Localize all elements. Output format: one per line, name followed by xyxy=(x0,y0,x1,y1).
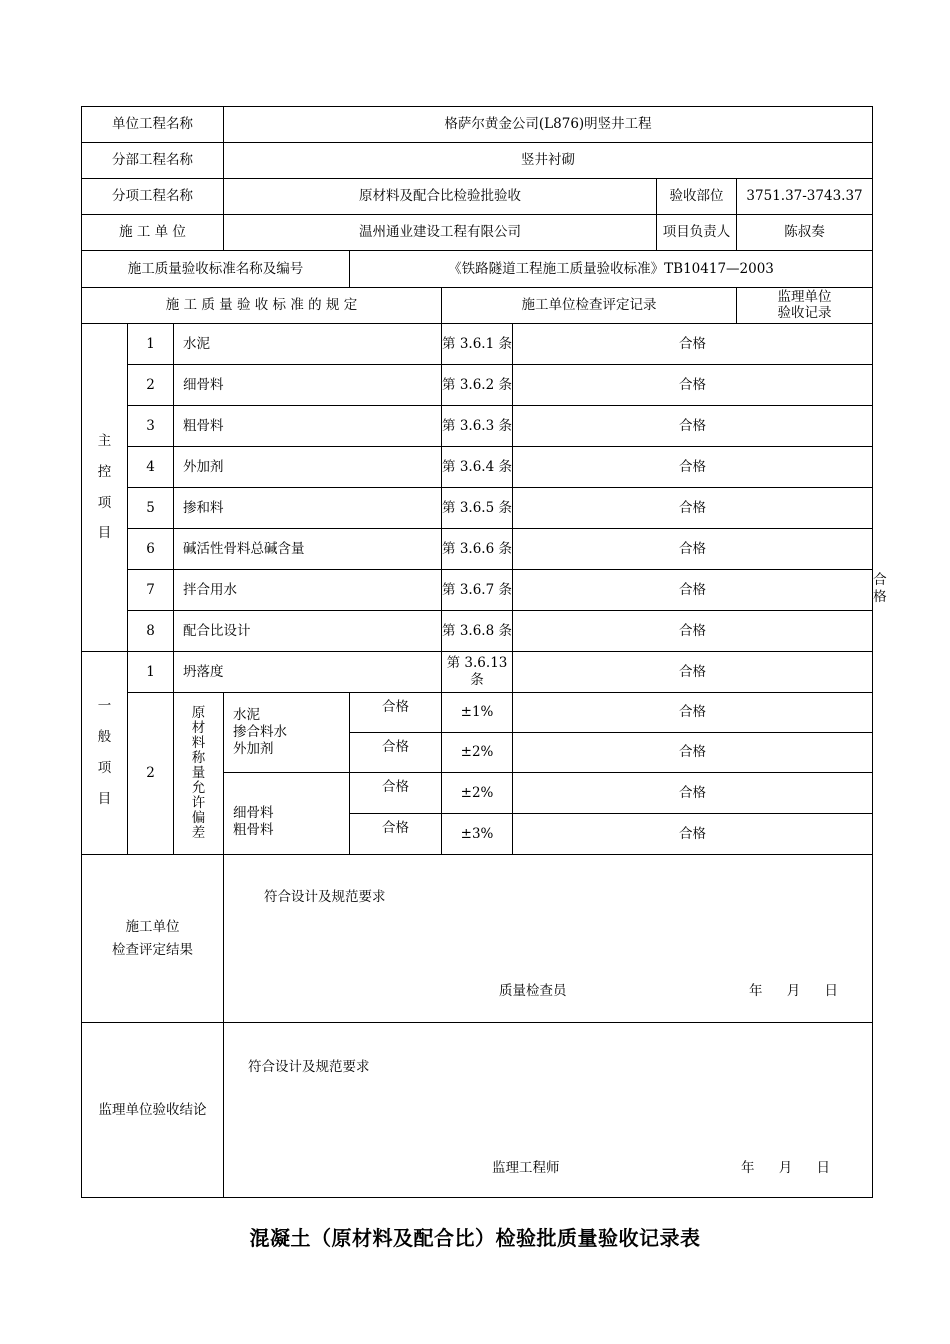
quality-inspector-label: 质量检查员 xyxy=(499,983,567,1000)
standard-label: 施工质量验收标准名称及编号 xyxy=(82,251,350,288)
standard-value: 《铁路隧道工程施工质量验收标准》TB10417—2003 xyxy=(350,251,873,288)
main-item-no: 5 xyxy=(128,488,174,529)
sub-project-value: 竖井衬砌 xyxy=(224,143,873,179)
main-item-no: 3 xyxy=(128,406,174,447)
inspect-part-value: 3751.37-3743.37 xyxy=(737,179,873,215)
main-item-clause: 第 3.6.8 条 xyxy=(442,611,513,652)
construction-unit-value: 温州通业建设工程有限公司 xyxy=(224,215,657,251)
general-item-result: 合格 xyxy=(513,652,873,693)
main-items-label: 主 控 项 目 xyxy=(82,324,128,652)
construction-date: 年 月 日 xyxy=(748,983,839,1000)
tolerance-value: ±1% xyxy=(442,693,513,733)
main-item-result: 合格 xyxy=(513,324,873,365)
main-item-result: 合格 xyxy=(513,488,873,529)
general-item-result: 合格 xyxy=(513,733,873,773)
construction-record-header: 施工单位检查评定记录 xyxy=(442,288,737,324)
main-item-result: 合格 xyxy=(513,570,873,611)
project-manager-label: 项目负责人 xyxy=(657,215,737,251)
main-item-name: 细骨料 xyxy=(174,365,442,406)
sub-item-result: 合格 xyxy=(350,733,442,773)
general-item-no: 1 xyxy=(128,652,174,693)
main-item-clause: 第 3.6.3 条 xyxy=(442,406,513,447)
main-item-no: 1 xyxy=(128,324,174,365)
general-item-result: 合格 xyxy=(513,693,873,733)
sub-item-result: 合格 xyxy=(350,814,442,855)
supervision-record-header: 监理单位 验收记录 xyxy=(737,288,873,324)
main-item-clause: 第 3.6.1 条 xyxy=(442,324,513,365)
supervision-conclusion-box xyxy=(224,1023,873,1198)
construction-conclusion-text: 符合设计及规范要求 xyxy=(264,889,386,905)
spec-column-header: 施 工 质 量 验 收 标 准 的 规 定 xyxy=(82,288,442,324)
sub-project-label: 分部工程名称 xyxy=(82,143,224,179)
general-item-result: 合格 xyxy=(513,773,873,814)
main-item-name: 外加剂 xyxy=(174,447,442,488)
tolerance-value: ±2% xyxy=(442,773,513,814)
inspection-record-table: 单位工程名称 格萨尔黄金公司(L876)明竖井工程 分部工程名称 竖井衬砌 分项工程名称 原材料及配合比检验批验收 验收部位 3751.37-3743.37 施 工 单 位 温州通业建设工程有限公司 项目负责人 陈叔奏 施工质量验收标准名称及编号 《铁路隧道工程施工质量验收标准》TB10417—2003 施 工 质 量 验 收 标 准 的 规 定 施工单位检查评定记录 监理单位 验收记录 主 控 项 目 1 水泥 第 3.6.1 条 合格 合格 2 细骨料 第 3.6.2 条 合格 3 粗骨料 第 3.6.3 条 合格 4 外加剂 第 3.6.4 条 合格 5 掺和料 第 3.6.5 条 合格 6 碱活性骨料总碱含量 第 3.6.6 条 合格 7 拌合用水 第 3.6.7 条 合格 8 配合比设计 第 3.6.8 条 合格 一 般 项 目 1 坍落度 第 3.6.13 条 合格 2 原 材 料 称 量 允 许 偏 差 水泥 掺合料水 外加剂 合格 ±1% 合格 合格 ±2% 合格 细骨料 粗骨料 合格 ±2% 合格 合格 ±3% 合格 施工单位 检查评定结果 符合设计及规范要求 质量检查员 年 月 日 监理单位验收结论 符合设计及规范要求 监理工程师 年 月 日 xyxy=(81,106,873,1198)
sub-item-result: 合格 xyxy=(350,773,442,814)
main-item-no: 6 xyxy=(128,529,174,570)
main-item-clause: 第 3.6.6 条 xyxy=(442,529,513,570)
project-manager-value: 陈叔奏 xyxy=(737,215,873,251)
main-item-result: 合格 xyxy=(513,447,873,488)
material-group-aggregate: 细骨料 粗骨料 xyxy=(224,773,350,855)
main-item-clause: 第 3.6.5 条 xyxy=(442,488,513,529)
main-item-result: 合格 xyxy=(513,611,873,652)
general-item-no: 2 xyxy=(128,693,174,855)
tolerance-value: ±2% xyxy=(442,733,513,773)
main-item-result: 合格 xyxy=(513,406,873,447)
main-item-name: 掺和料 xyxy=(174,488,442,529)
material-group-cement: 水泥 掺合料水 外加剂 xyxy=(224,693,350,773)
construction-unit-label: 施 工 单 位 xyxy=(82,215,224,251)
unit-project-label: 单位工程名称 xyxy=(82,107,224,143)
supervision-conclusion-label: 监理单位验收结论 xyxy=(82,1023,224,1198)
construction-conclusion-box xyxy=(224,855,873,1023)
general-item-result: 合格 xyxy=(513,814,873,855)
main-item-clause: 第 3.6.2 条 xyxy=(442,365,513,406)
main-item-no: 8 xyxy=(128,611,174,652)
supervision-conclusion-text: 符合设计及规范要求 xyxy=(248,1059,370,1075)
main-item-no: 4 xyxy=(128,447,174,488)
main-item-clause: 第 3.6.7 条 xyxy=(442,570,513,611)
general-items-label: 一 般 项 目 xyxy=(82,652,128,855)
main-item-name: 碱活性骨料总碱含量 xyxy=(174,529,442,570)
construction-conclusion-label: 施工单位 检查评定结果 xyxy=(82,855,224,1023)
main-item-result: 合格 xyxy=(513,529,873,570)
general-item-name: 坍落度 xyxy=(174,652,442,693)
main-item-name: 粗骨料 xyxy=(174,406,442,447)
main-item-name: 拌合用水 xyxy=(174,570,442,611)
sub-item-result: 合格 xyxy=(350,693,442,733)
tolerance-vertical-label: 原 材 料 称 量 允 许 偏 差 xyxy=(174,693,224,855)
tolerance-value: ±3% xyxy=(442,814,513,855)
general-item-clause: 第 3.6.13 条 xyxy=(442,652,513,693)
main-item-no: 7 xyxy=(128,570,174,611)
item-project-label: 分项工程名称 xyxy=(82,179,224,215)
supervising-engineer-label: 监理工程师 xyxy=(492,1160,560,1177)
page-title: 混凝土（原材料及配合比）检验批质量验收记录表 xyxy=(249,1226,701,1250)
main-item-name: 配合比设计 xyxy=(174,611,442,652)
inspect-part-label: 验收部位 xyxy=(657,179,737,215)
main-item-name: 水泥 xyxy=(174,324,442,365)
unit-project-value: 格萨尔黄金公司(L876)明竖井工程 xyxy=(224,107,873,143)
item-project-value: 原材料及配合比检验批验收 xyxy=(224,179,657,215)
main-item-clause: 第 3.6.4 条 xyxy=(442,447,513,488)
main-item-no: 2 xyxy=(128,365,174,406)
supervision-date: 年 月 日 xyxy=(740,1160,831,1177)
main-item-result: 合格 xyxy=(513,365,873,406)
